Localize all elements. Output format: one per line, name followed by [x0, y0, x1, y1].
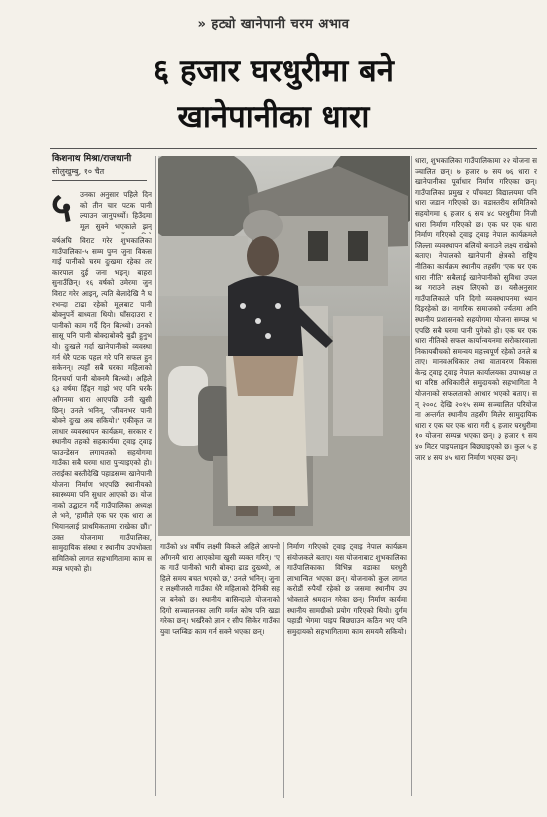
column-divider-1: [155, 156, 156, 796]
headline-line-1: ६ हजार घरधुरीमा बने: [153, 53, 394, 89]
column-3-text: निर्माण गरिएको ट्वाइ ट्वाइ नेपाल कार्यक्रम संयोजकले बताए। यस योजनाबाट शुभकालिका गाउँपालिकाका विभिन्न वडाका घरधुरी लाभान्वित भएका छन्। योजनाको कुल लागत करोडौं रुपैयाँ रहेको छ जसमा स्थानीय उपभोक्ताले श्रमदान गरेका छन्। निर्माण कार्यमा स्थानीय सामग्रीको प्रयोग गरिएको थियो। दुर्गम पहाडी भेगमा पाइप बिछ्याउन कठिन भए पनि समुदायको सहभागितामा काम समयमै सकियो।: [287, 542, 407, 636]
dropcap: ५: [51, 184, 72, 231]
column-3: [287, 542, 407, 798]
column-1: [52, 236, 152, 796]
headline-line-2: खानेपानीका धारा: [177, 99, 370, 135]
dateline: सोलुखुम्बु, १० चैत: [52, 167, 147, 181]
column-divider-3: [411, 156, 412, 796]
headline: [20, 48, 527, 140]
article-photo: [158, 156, 410, 536]
kicker: » हट्यो खानेपानी चरम अभाव: [197, 17, 350, 32]
column-4-text: धारा, शुभकालिका गाउँपालिकामा २२ योजना सञ्चालित छन्। ७ हजार ७ सय ७६ धारा र खानेपानीका पूर्वाधार निर्माण गरिएका छन्। गाउँपालिका प्रमुख र पाँचवटा विद्यालयमा पनि धारा जडान गरिएको छ। वडास्तरीय समितिको सहयोगमा ६ हजार ६ सय ४८ घरधुरीमा निजी धारा निर्माण गरिएको छ। एक घर एक धारा निर्माण गरिएको ट्वाइ ट्वाइ नेपाल कार्यक्रमले जिल्ला व्यवस्थापन बलियो बनाउने लक्ष्य राखेको बताए। नेपालको खानेपानी क्षेत्रको राष्ट्रिय नीतिका कार्यक्रम स्थानीय तहसँग 'एक घर एक धारा नीति' सबैलाई खानेपानीको सुविधा उपलब्ध गराउने लक्ष्य लिएको छ। यसैअनुसार गाउँपालिकाले पनि दिगो व्यवस्थापनमा ध्यान दिइरहेको छ। नागरिक समाजको र्ज्यतमा अनि स्थानीय प्रशासनको सहयोगमा योजना सम्पन्न भएपछि सबै घरमा पानी पुगेको हो। एक घर एक धारा नीतिको सफल कार्यान्वयनमा सरोकारवाला निकायबीचको समन्वय महत्त्वपूर्ण रहेको उनले बताए। मानवअधिकार तथा वातावरण विकास केन्द्र ट्वाइ ट्वाइ नेपाल कार्यालयका उपाध्यक्ष तथा वरिष्ठ अधिकारीले समुदायको सहभागिता नै योजनाको सफलताको आधार भएको बताए। सन् २००८ देखि २०१५ सम्म सञ्चालित परियोजना अन्तर्गत स्थानीय तहसँग मिलेर सामुदायिक धारा र एक घर एक धारा गरी ६ हजार घरधुरीमा १० योजना सम्पन्न भएका छन्। ३ हजार ९ सय ४० मिटर पाइपलाइन बिछ्याइएको छ। कुल ५ हजार ४ सय ४५ धारा निर्माण भएका छन्।: [415, 156, 537, 462]
column-2-text: गाउँको ४४ वर्षीय लक्ष्मी विकले अहिले आफ्नो आँगनमै धारा आएकोमा खुसी व्यक्त गरिन्। 'एक गाउँ पानीको भारी बोक्दा ढाड दुख्थ्यो, अहिले समय बचत भएको छ,' उनले भनिन्। जुना र लक्ष्मीजस्तै गाउँका धेरै महिलाको दैनिकी सहज बनेको छ। स्थानीय बासिन्दाले योजनाको दिगो सञ्चालनका लागि मर्मत कोष पनि खडा गरेका छन्। भर्खरैको ज्ञान र सीप सिकेर गाउँका युवा प्लम्बिङ काम गर्न सक्ने भएका छन्।: [160, 542, 280, 636]
column-4: [415, 156, 537, 796]
photo-illustration: [158, 156, 410, 536]
col1-intro: [80, 190, 152, 234]
column-2: [160, 542, 280, 798]
column-divider-2: [283, 542, 284, 798]
byline: किशनाथ मिश्रा/राजधानी: [52, 154, 132, 164]
header-rule: [50, 148, 537, 149]
column-1-text: वर्षअघि विराट गरेर शुभकालिका गाउँपालिका-५ सम्म पुग्न जुना विकसगाई पानीको चरम दुःखमा रहेका तरकारपाल दुई जना भइन्। बाहरा सुनाउँछिन्। १६ वर्षको उमेरमा जुन विराट गरेर आइन्, त्यति बेलादेखि नै घरभन्दा टाढा रहेको मूलबाट पानी बोक्नुपर्ने बाध्यता थियो। घाँसदाउरा र पानीको काम गर्दै दिन बित्थ्यो। उनको सासू पनि पानी बोक्दाबोक्दै बुढी हुनुभयो। दुःखले गर्दा खानेपानीको व्यवस्था गर्न धेरै पटक पहल गरे पनि सफल हुन सकेनन्। त्यहाँ सबै घरका महिलाको दिनचर्या पानी बोक्नमै बित्थ्यो। अहिले ६३ वर्षमा हिँड्न गाह्रो भए पनि घरकै आँगनमा धारा आएपछि उनी खुसी छिन्। उनले भनिन्, 'जीवनभर पानी बोक्ने दुःख अब सकियो।' एकीकृत जलाधार व्यवस्थापन कार्यक्रम, सरकार र स्थानीय तहको सहकार्यमा ट्वाइ ट्वाइ फाउन्डेसन लगायतको सहयोगमा गाउँका सबै घरमा धारा पुर्‍याइएको हो। तराईका बस्तीदेखि पहाडसम्म खानेपानी योजना निर्माण भएपछि स्थानीयको स्वास्थ्यमा पनि सुधार आएको छ। योजनाको उद्घाटन गर्दै गाउँपालिका अध्यक्षले भने, 'हामीले एक घर एक धारा अभियानलाई प्राथमिकतामा राखेका छौं।' उक्त योजनामा गाउँपालिका, सामुदायिक संस्था र स्थानीय उपभोक्ता समितिको लागत सहभागितामा काम सम्पन्न भएको हो।: [52, 236, 152, 574]
col1-intro-text: उनका अनुसार पहिले दिनको तीन चार पटक पानी ल्याउन जानुपर्थ्यो। हिउँदमा मूल सुक्ने भएकाले झन्: [80, 190, 152, 231]
